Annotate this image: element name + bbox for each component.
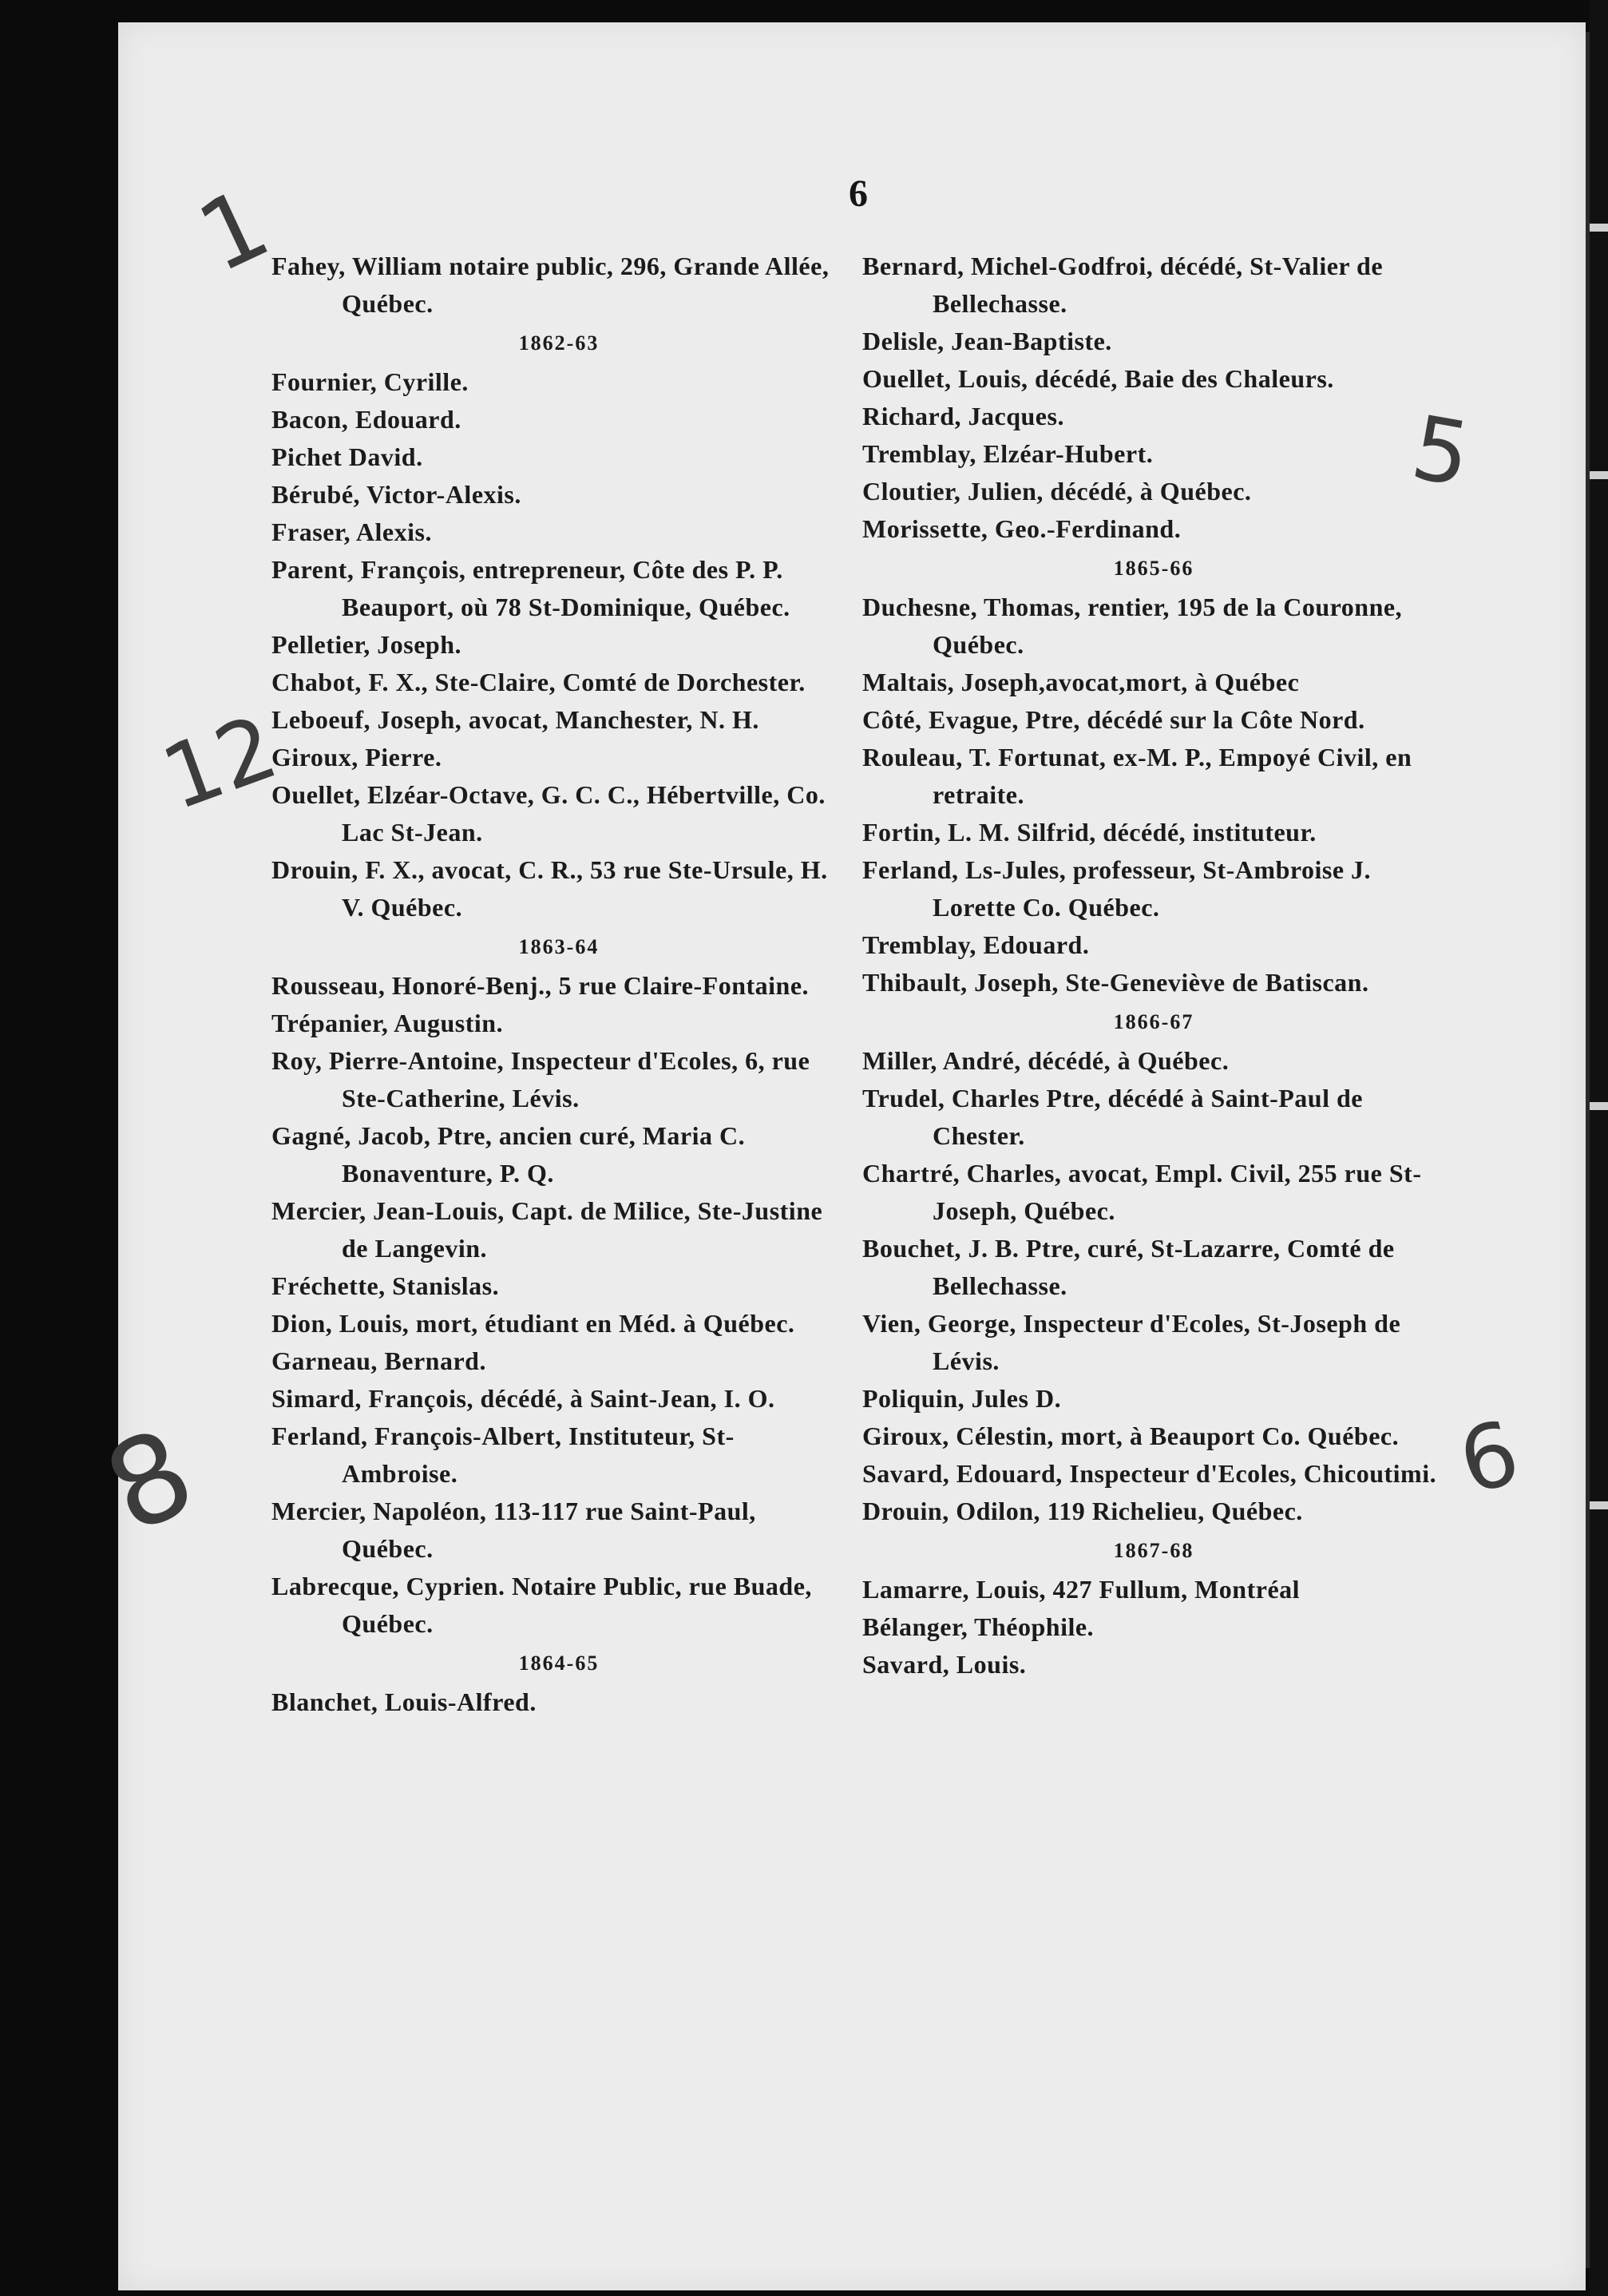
alumni-entry: Miller, André, décédé, à Québec. — [862, 1046, 1230, 1075]
alumni-entry: Duchesne, Thomas, rentier, 195 de la Couronne, Québec. — [862, 593, 1403, 659]
alumni-entry: Pelletier, Joseph. — [271, 630, 461, 659]
alumni-entry: Ouellet, Louis, décédé, Baie des Chaleurs. — [862, 364, 1334, 393]
alumni-entry: Giroux, Célestin, mort, à Beauport Co. Québec. — [862, 1422, 1400, 1450]
alumni-entry: Blanchet, Louis-Alfred. — [271, 1687, 537, 1716]
alumni-entry: Roy, Pierre-Antoine, Inspecteur d'Ecoles, 6, rue Ste-Catherine, Lévis. — [271, 1046, 810, 1112]
alumni-entry: Bernard, Michel-Godfroi, décédé, St-Valier de Bellechasse. — [862, 252, 1384, 318]
alumni-entry: Trépanier, Augustin. — [271, 1009, 504, 1037]
alumni-entry: Rousseau, Honoré-Benj., 5 rue Claire-Fontaine. — [271, 971, 810, 1000]
year-heading: 1867-68 — [1113, 1539, 1194, 1562]
scan-mark — [1590, 1102, 1608, 1110]
right-column — [862, 248, 1445, 1683]
alumni-entry: Pichet David. — [271, 442, 423, 471]
alumni-entry: Giroux, Pierre. — [271, 743, 442, 771]
alumni-entry: Fréchette, Stanislas. — [271, 1271, 500, 1300]
alumni-entry: Savard, Edouard, Inspecteur d'Ecoles, Chicoutimi. — [862, 1459, 1437, 1488]
handwritten-annotation-right-top: 5 — [1404, 395, 1478, 507]
year-heading: 1865-66 — [1113, 557, 1194, 580]
alumni-entry: Labrecque, Cyprien. Notaire Public, rue Buade, Québec. — [271, 1572, 812, 1638]
alumni-entry: Richard, Jacques. — [862, 402, 1064, 430]
alumni-entry: Delisle, Jean-Baptiste. — [862, 327, 1112, 355]
alumni-entry: Mercier, Napoléon, 113-117 rue Saint-Paul, Québec. — [271, 1497, 756, 1563]
scan-border — [1590, 0, 1608, 2296]
alumni-entry: Drouin, F. X., avocat, C. R., 53 rue Ste-Ursule, H. V. Québec. — [271, 855, 828, 922]
alumni-entry: Leboeuf, Joseph, avocat, Manchester, N. H. — [271, 705, 759, 734]
alumni-entry: Bélanger, Théophile. — [862, 1612, 1095, 1641]
alumni-entry: Côté, Evague, Ptre, décédé sur la Côte Nord. — [862, 705, 1365, 734]
alumni-entry: Ferland, Ls-Jules, professeur, St-Ambroise J. Lorette Co. Québec. — [862, 855, 1372, 922]
alumni-entry: Ferland, François-Albert, Instituteur, St-Ambroise. — [271, 1422, 735, 1488]
alumni-entry: Garneau, Bernard. — [271, 1346, 486, 1375]
alumni-entry: Chabot, F. X., Ste-Claire, Comté de Dorchester. — [271, 668, 806, 696]
alumni-entry: Bacon, Edouard. — [271, 405, 461, 434]
alumni-entry: Ouellet, Elzéar-Octave, G. C. C., Hébertville, Co. Lac St-Jean. — [271, 780, 826, 847]
alumni-entry: Mercier, Jean-Louis, Capt. de Milice, Ste-Justine de Langevin. — [271, 1196, 823, 1263]
alumni-entry: Vien, George, Inspecteur d'Ecoles, St-Joseph de Lévis. — [862, 1309, 1401, 1375]
alumni-entry: Drouin, Odilon, 119 Richelieu, Québec. — [862, 1497, 1303, 1525]
handwritten-annotation-top-left: 1 — [182, 168, 285, 295]
alumni-entry: Fahey, William notaire public, 296, Grande Allée, Québec. — [271, 252, 830, 318]
alumni-entry: Simard, François, décédé, à Saint-Jean, I. O. — [271, 1384, 775, 1413]
alumni-entry: Lamarre, Louis, 427 Fullum, Montréal — [862, 1575, 1301, 1604]
left-column — [271, 248, 846, 1721]
alumni-entry: Savard, Louis. — [862, 1650, 1027, 1679]
year-heading: 1864-65 — [518, 1652, 600, 1675]
alumni-entry: Tremblay, Elzéar-Hubert. — [862, 439, 1154, 468]
alumni-entry: Poliquin, Jules D. — [862, 1384, 1062, 1413]
alumni-entry: Thibault, Joseph, Ste-Geneviève de Batiscan. — [862, 968, 1369, 997]
scan-mark — [1590, 1501, 1608, 1509]
alumni-entry: Dion, Louis, mort, étudiant en Méd. à Québec. — [271, 1309, 795, 1338]
scan-mark — [1590, 471, 1608, 479]
alumni-entry: Cloutier, Julien, décédé, à Québec. — [862, 477, 1252, 506]
alumni-entry: Chartré, Charles, avocat, Empl. Civil, 255 rue St-Joseph, Québec. — [862, 1159, 1422, 1225]
alumni-entry: Gagné, Jacob, Ptre, ancien curé, Maria C. Bonaventure, P. Q. — [271, 1121, 746, 1188]
alumni-entry: Morissette, Geo.-Ferdinand. — [862, 514, 1182, 543]
alumni-entry: Trudel, Charles Ptre, décédé à Saint-Paul de Chester. — [862, 1084, 1363, 1150]
alumni-entry: Bouchet, J. B. Ptre, curé, St-Lazarre, Comté de Bellechasse. — [862, 1234, 1395, 1300]
year-heading: 1863-64 — [518, 935, 600, 958]
year-heading: 1866-67 — [1113, 1010, 1194, 1033]
alumni-entry: Parent, François, entrepreneur, Côte des P. P. Beauport, où 78 St-Dominique, Québec. — [271, 555, 790, 621]
handwritten-annotation-left-bottom: 8 — [85, 1402, 214, 1561]
handwritten-annotation-right-middle: 6 — [1448, 1401, 1530, 1514]
alumni-entry: Rouleau, T. Fortunat, ex-M. P., Empoyé Civil, en retraite. — [862, 743, 1412, 809]
alumni-entry: Fortin, L. M. Silfrid, décédé, instituteur. — [862, 818, 1317, 847]
page-number: 6 — [849, 172, 868, 215]
handwritten-annotation-left-middle: 12 — [149, 695, 290, 831]
year-heading: 1862-63 — [518, 331, 600, 355]
alumni-entry: Bérubé, Victor-Alexis. — [271, 480, 521, 509]
alumni-entry: Tremblay, Edouard. — [862, 930, 1090, 959]
scan-mark — [1590, 224, 1608, 232]
alumni-entry: Fraser, Alexis. — [271, 517, 432, 546]
alumni-entry: Maltais, Joseph,avocat,mort, à Québec — [862, 668, 1300, 696]
alumni-entry: Fournier, Cyrille. — [271, 367, 469, 396]
